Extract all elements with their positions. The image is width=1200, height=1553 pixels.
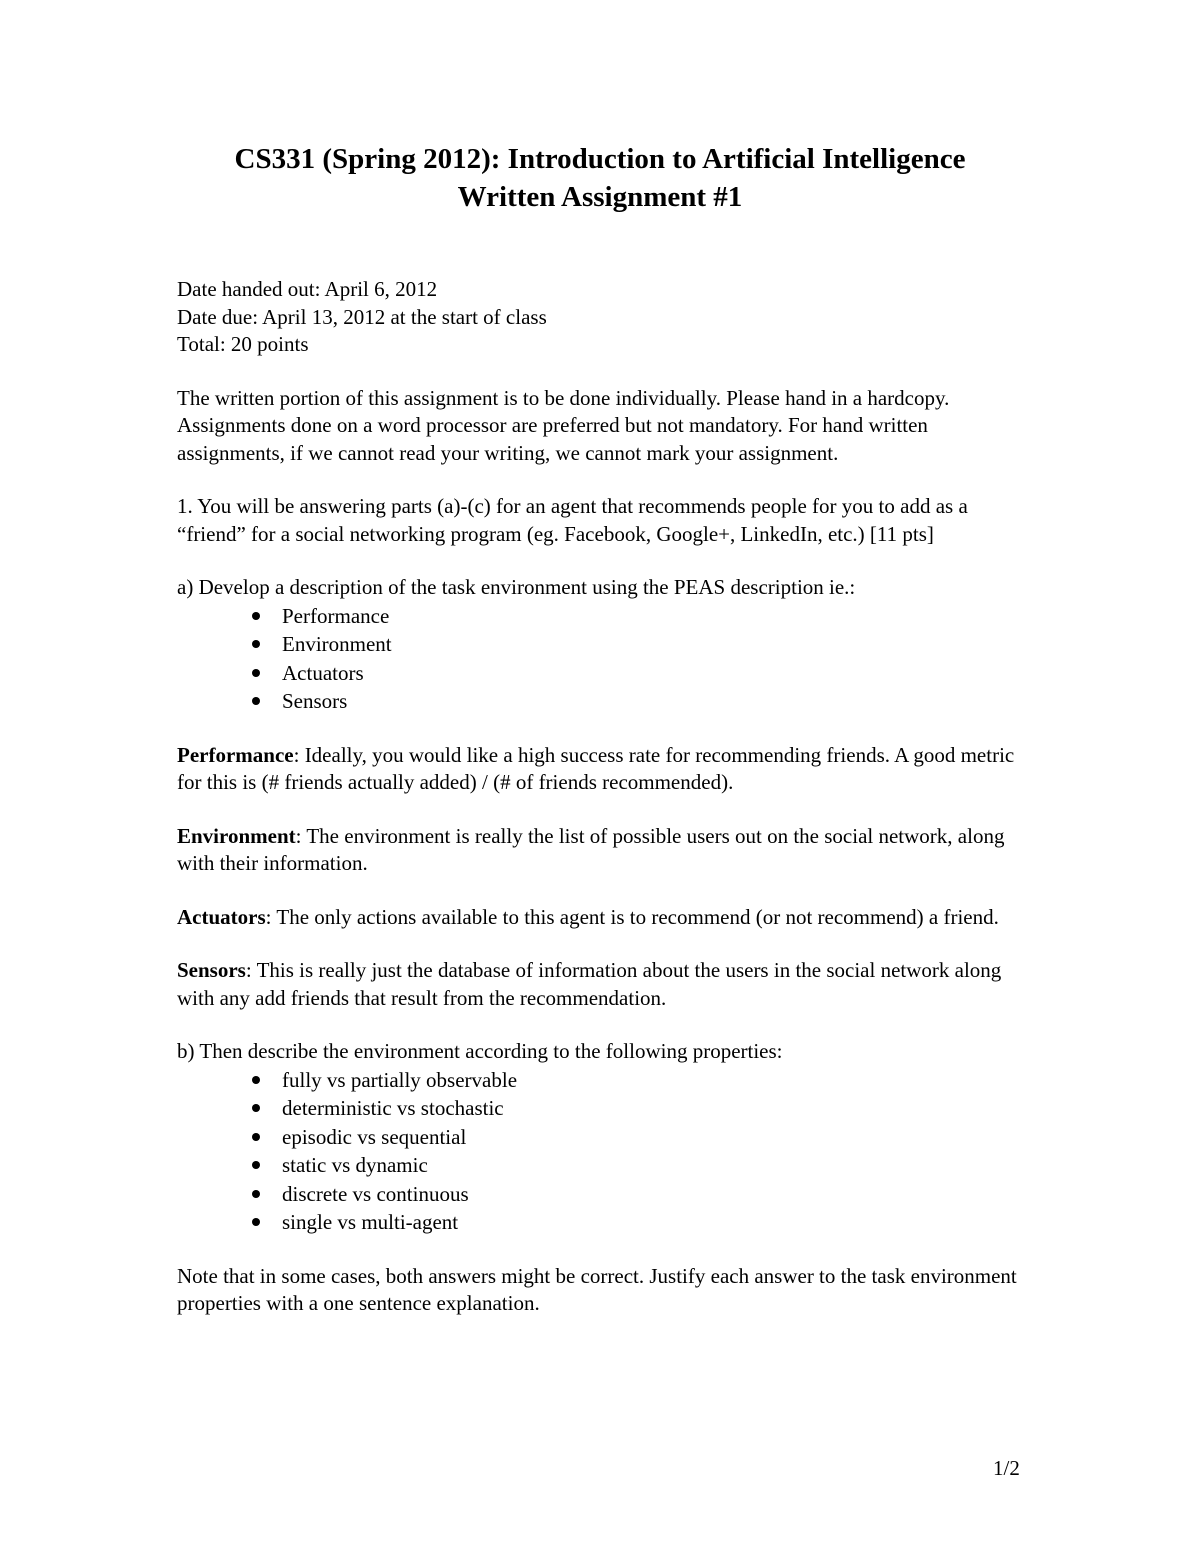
answer-label: Actuators [177,904,266,929]
total-points: Total: 20 points [177,332,309,356]
answer-performance: Performance: Ideally, you would like a high success rate for recommending friends. A good metric for this is (# friends actually added) / (# of friends recommended). [177,742,1015,794]
answer-label: Sensors [177,958,246,982]
bullet-icon [252,1161,260,1169]
bullet-icon [252,1133,260,1141]
note-paragraph: Note that in some cases, both answers might be correct. Justify each answer to the task environment properties with a one sentence explanation. [177,1263,1017,1315]
list-item: Environment [252,630,1027,659]
page-number: 1/2 [993,1456,1020,1480]
bullet-icon [252,1190,260,1198]
instructions-paragraph: The written portion of this assignment is to be done individually. Please hand in a hardcopy. Assignments done on a word processor are preferred but not mandatory. For hand written assignments, if we cannot read your writing, we cannot mark your assignment. [177,385,950,465]
question-1: 1. You will be answering parts (a)-(c) for an agent that recommends people for you to add as a “friend” for a social networking program (eg. Facebook, Google+, LinkedIn, etc.) [11 pts] [177,494,968,546]
page-title: CS331 (Spring 2012): Introduction to Artificial Intelligence [234,143,966,175]
bullet-icon [252,1218,260,1226]
list-item: Performance [252,602,1027,631]
list-item: discrete vs continuous [252,1180,1027,1209]
list-item: Sensors [252,687,1027,716]
answer-label: Environment [177,823,296,848]
page-subtitle: Written Assignment #1 [457,181,743,213]
answer-label: Performance [177,742,294,767]
answer-environment: Environment: The environment is really the list of possible users out on the social network, along with their information. [177,823,1005,875]
list-item: episodic vs sequential [252,1123,1027,1152]
answer-actuators: Actuators: The only actions available to this agent is to recommend (or not recommend) a friend. [177,904,999,929]
part-b-prompt: b) Then describe the environment according to the following properties: [177,1039,783,1063]
bullet-icon [252,1104,260,1112]
date-handed-out: Date handed out: April 6, 2012 [177,277,438,301]
bullet-icon [252,612,260,620]
date-due: Date due: April 13, 2012 at the start of class [177,304,547,329]
peas-list [177,602,1027,716]
list-item: single vs multi-agent [252,1208,1027,1237]
title-block [0,140,1200,216]
bullet-icon [252,697,260,705]
document-body [177,276,1027,1318]
bullet-icon [252,1076,260,1084]
list-item: fully vs partially observable [252,1066,1027,1095]
bullet-icon [252,640,260,648]
list-item: deterministic vs stochastic [252,1094,1027,1123]
properties-list [177,1066,1027,1237]
part-a-prompt: a) Develop a description of the task environment using the PEAS description ie.: [177,575,856,599]
bullet-icon [252,669,260,677]
list-item: static vs dynamic [252,1151,1027,1180]
list-item: Actuators [252,659,1027,688]
answer-sensors: Sensors: This is really just the database of information about the users in the social network along with any add friends that result from the recommendation. [177,958,1002,1010]
